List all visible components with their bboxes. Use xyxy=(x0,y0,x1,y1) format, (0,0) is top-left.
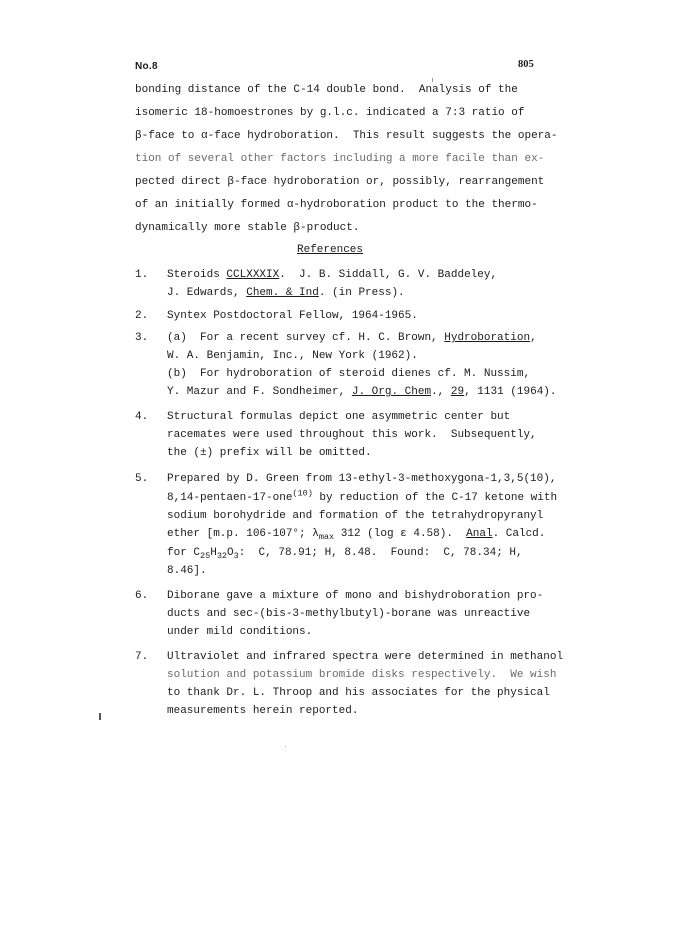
reference-line: for $C_{25}H_{32}O_3$: C, 78.91; H, 8.48. Found: C, 78.34; H, xyxy=(167,547,523,562)
reference-line: ether [m.p. 106-107°; $\lambda_{max}$ 312 (log ε 4.58). Anal. Calcd. xyxy=(167,528,546,543)
body-line: β-face to α-face hydroboration. This result suggests the opera- xyxy=(135,130,558,142)
body-line: of an initially formed α-hydroboration product to the thermo- xyxy=(135,199,538,211)
reference-line: racemates were used throughout this work. Subsequently, xyxy=(167,429,537,441)
reference-line: under mild conditions. xyxy=(167,626,313,638)
reference-line: (a) For a recent survey cf. H. C. Brown, Hydroboration, xyxy=(167,332,537,344)
reference-number: 1. xyxy=(135,269,149,281)
reference-number: 3. xyxy=(135,332,149,344)
journal-issue: No.8 xyxy=(135,61,158,72)
reference-line: (b) For hydroboration of steroid dienes cf. M. Nussim, xyxy=(167,368,531,380)
reference-line: 8,14-pentaen-17-one$^{(10)}$ by reduction of the C-17 ketone with xyxy=(167,488,558,504)
reference-line: solution and potassium bromide disks respectively. We wish xyxy=(167,669,557,681)
reference-number: 5. xyxy=(135,473,149,485)
reference-line: Prepared by D. Green from 13-ethyl-3-methoxygona-1,3,5(10), xyxy=(167,473,557,485)
reference-number: 6. xyxy=(135,590,149,602)
reference-line: measurements herein reported. xyxy=(167,705,359,717)
reference-line: 8.46]. xyxy=(167,565,207,577)
reference-number: 2. xyxy=(135,310,149,322)
body-line: dynamically more stable β-product. xyxy=(135,222,360,234)
body-line: tion of several other factors including a more facile than ex- xyxy=(135,153,545,165)
reference-number: 4. xyxy=(135,411,149,423)
reference-line: Steroids CCLXXXIX. J. B. Siddall, G. V. Baddeley, xyxy=(167,269,498,281)
reference-line: Y. Mazur and F. Sondheimer, J. Org. Chem., 29, 1131 (1964). xyxy=(167,386,557,398)
body-line: pected direct β-face hydroboration or, possibly, rearrangement xyxy=(135,176,545,188)
reference-line: sodium borohydride and formation of the tetrahydropyranyl xyxy=(167,510,544,522)
reference-line: Diborane gave a mixture of mono and bishydroboration pro- xyxy=(167,590,544,602)
reference-line: to thank Dr. L. Throop and his associates for the physical xyxy=(167,687,550,699)
reference-number: 7. xyxy=(135,651,149,663)
reference-line: Syntex Postdoctoral Fellow, 1964-1965. xyxy=(167,310,418,322)
reference-line: J. Edwards, Chem. & Ind. (in Press). xyxy=(167,287,405,299)
references-heading: References xyxy=(297,244,364,256)
scan-speck xyxy=(99,713,101,720)
page-number: 805 xyxy=(518,59,534,70)
scan-speck xyxy=(432,78,433,82)
body-line: isomeric 18-homoestrones by g.l.c. indicated a 7:3 ratio of xyxy=(135,107,525,119)
reference-line: W. A. Benjamin, Inc., New York (1962). xyxy=(167,350,418,362)
body-line: bonding distance of the C-14 double bond. Analysis of the xyxy=(135,84,518,96)
reference-line: ducts and sec-(bis-3-methylbutyl)-borane was unreactive xyxy=(167,608,531,620)
scan-speck xyxy=(285,746,286,747)
reference-line: Ultraviolet and infrared spectra were determined in methanol xyxy=(167,651,564,663)
reference-line: the (±) prefix will be omitted. xyxy=(167,447,372,459)
reference-line: Structural formulas depict one asymmetric center but xyxy=(167,411,511,423)
